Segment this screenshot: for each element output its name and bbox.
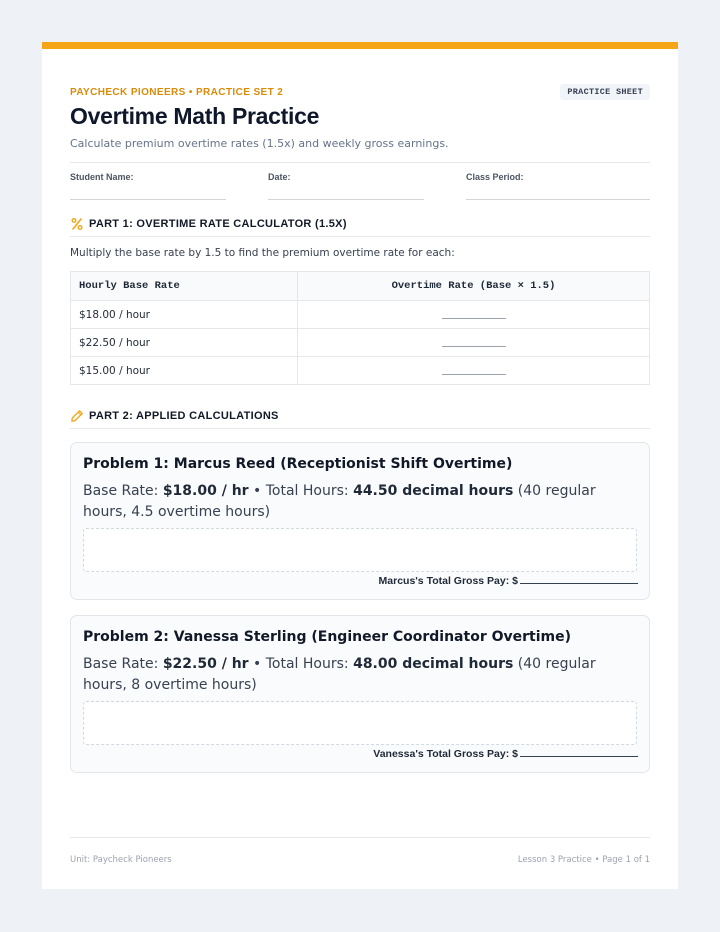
- practice-sheet-badge: PRACTICE SHEET: [560, 84, 650, 100]
- part1-heading: [70, 217, 650, 237]
- problem-card-1: [70, 442, 650, 600]
- part2-heading-text: PART 2: APPLIED CALCULATIONS: [89, 410, 279, 422]
- base-rate-label: Base Rate:: [83, 656, 163, 672]
- overtime-answer-cell[interactable]: [298, 329, 650, 357]
- overtime-rate-table: [70, 271, 650, 385]
- hours-detail: (40 regular hours, 4.5 overtime hours): [83, 483, 596, 520]
- class-period-line[interactable]: [466, 199, 650, 200]
- base-rate-value: $22.50 / hr: [162, 656, 249, 672]
- student-name-label: Student Name:: [70, 172, 134, 182]
- answer-blank[interactable]: [442, 308, 506, 319]
- table-row: [71, 357, 650, 385]
- series-kicker: PAYCHECK PIONEERS • PRACTICE SET 2: [70, 87, 284, 98]
- total-hours-value: 48.00 decimal hours: [353, 656, 514, 672]
- table-row: [71, 301, 650, 329]
- gross-pay-label: Marcus's Total Gross Pay: $: [378, 575, 518, 587]
- part2-heading: [70, 409, 650, 429]
- page-subtitle: Calculate premium overtime rates (1.5x) and weekly gross earnings.: [70, 137, 449, 150]
- part1-instruction: Multiply the base rate by 1.5 to find the premium overtime rate for each:: [70, 247, 455, 259]
- base-rate-cell: $18.00 / hour: [71, 301, 298, 329]
- date-field[interactable]: [268, 172, 424, 200]
- column-header-overtime-rate: Overtime Rate (Base × 1.5): [298, 272, 650, 301]
- table-header-row: [71, 272, 650, 301]
- overtime-answer-cell[interactable]: [298, 357, 650, 385]
- percent-icon: [70, 217, 84, 231]
- worksheet-page: [42, 42, 678, 889]
- class-period-label: Class Period:: [466, 172, 524, 182]
- gross-pay-answer[interactable]: [373, 747, 638, 760]
- total-hours-value: 44.50 decimal hours: [353, 483, 514, 499]
- work-area[interactable]: [83, 701, 637, 745]
- page-footer: [70, 855, 650, 865]
- part1-heading-text: PART 1: OVERTIME RATE CALCULATOR (1.5X): [89, 218, 347, 230]
- hours-detail: (40 regular hours, 8 overtime hours): [83, 656, 596, 693]
- problem-title: Problem 2: Vanessa Sterling (Engineer Coordinator Overtime): [83, 629, 571, 645]
- date-label: Date:: [268, 172, 291, 182]
- gross-pay-label: Vanessa's Total Gross Pay: $: [373, 748, 518, 760]
- gross-pay-blank[interactable]: [520, 574, 638, 584]
- answer-blank[interactable]: [442, 336, 506, 347]
- pencil-icon: [70, 409, 84, 423]
- table-row: [71, 329, 650, 357]
- student-name-line[interactable]: [70, 199, 226, 200]
- footer-unit: Unit: Paycheck Pioneers: [70, 855, 172, 865]
- footer-divider: [70, 837, 650, 838]
- column-header-base-rate: Hourly Base Rate: [71, 272, 298, 301]
- problem-card-2: [70, 615, 650, 773]
- gross-pay-answer[interactable]: [379, 574, 638, 587]
- class-period-field[interactable]: [466, 172, 650, 200]
- problem-description: [83, 654, 629, 696]
- date-line[interactable]: [268, 199, 424, 200]
- total-hours-label: • Total Hours:: [248, 656, 354, 672]
- total-hours-label: • Total Hours:: [248, 483, 354, 499]
- problem-description: [83, 481, 629, 523]
- overtime-answer-cell[interactable]: [298, 301, 650, 329]
- work-area[interactable]: [83, 528, 637, 572]
- base-rate-cell: $15.00 / hour: [71, 357, 298, 385]
- base-rate-value: $18.00 / hr: [162, 483, 249, 499]
- base-rate-cell: $22.50 / hour: [71, 329, 298, 357]
- page-title: Overtime Math Practice: [70, 103, 320, 129]
- footer-page-info: Lesson 3 Practice • Page 1 of 1: [517, 855, 650, 865]
- answer-blank[interactable]: [442, 364, 506, 375]
- problem-title: Problem 1: Marcus Reed (Receptionist Shift Overtime): [83, 456, 513, 472]
- student-name-field[interactable]: [70, 172, 226, 200]
- gross-pay-blank[interactable]: [520, 747, 638, 757]
- header-divider: [70, 162, 650, 163]
- base-rate-label: Base Rate:: [83, 483, 163, 499]
